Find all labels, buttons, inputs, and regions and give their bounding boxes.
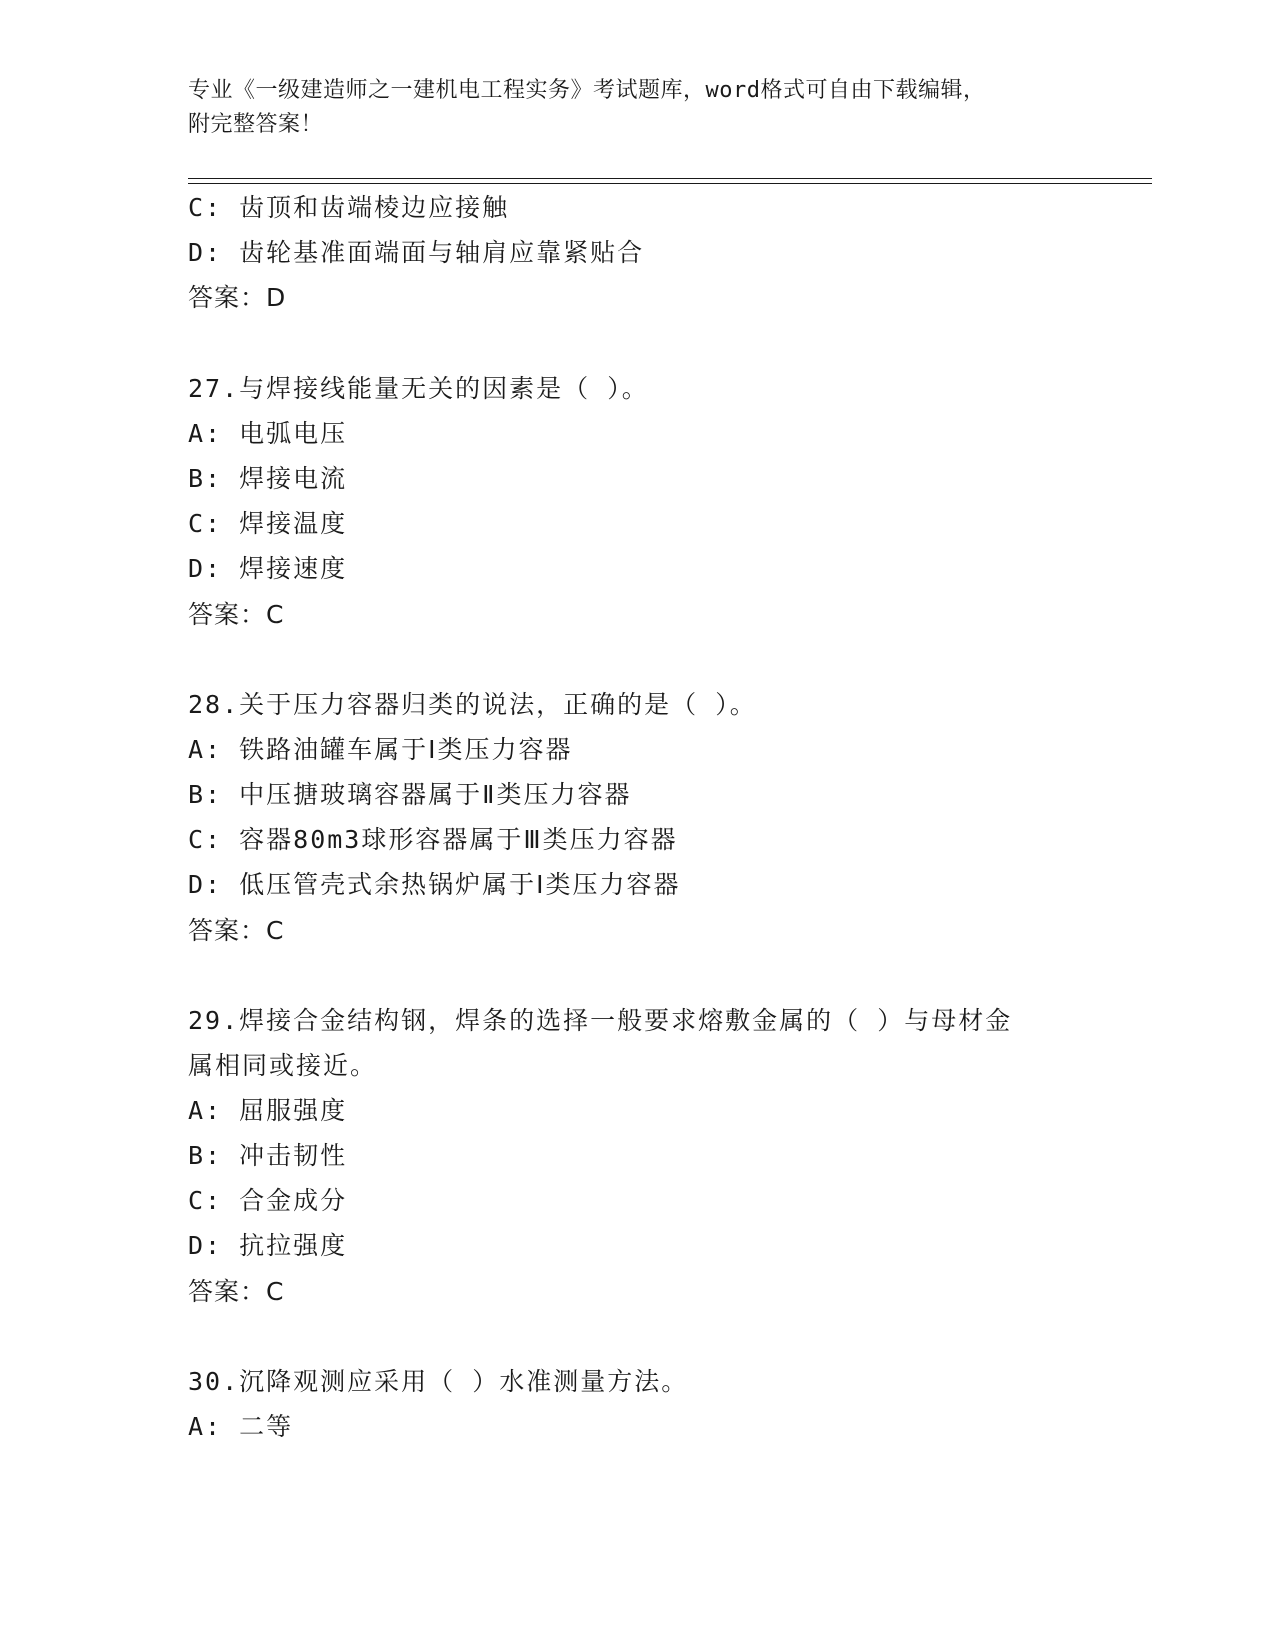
question-27-option-a: A: 电弧电压 (188, 419, 348, 448)
question-29-answer: 答案：C (188, 1277, 285, 1306)
header-line-2: 附完整答案！ (188, 112, 324, 137)
question-28: 28.关于压力容器归类的说法，正确的是（ ）。 (188, 690, 757, 719)
question-27-option-d: D: 焊接速度 (188, 554, 348, 583)
question-27-option-c: C: 焊接温度 (188, 509, 348, 538)
header-line-1: 专业《一级建造师之一建机电工程实务》考试题库，word格式可自由下载编辑， (188, 78, 986, 103)
question-29-option-d: D: 抗拉强度 (188, 1231, 348, 1260)
question-29-line-1: 29.焊接合金结构钢，焊条的选择一般要求熔敷金属的（ ）与母材金 (188, 1006, 1013, 1035)
question-27: 27.与焊接线能量无关的因素是（ ）。 (188, 374, 649, 403)
option-c: C: 齿顶和齿端棱边应接触 (188, 193, 510, 222)
header-divider-bottom (188, 183, 1152, 184)
question-30-option-a: A: 二等 (188, 1412, 294, 1441)
answer-text: 答案：D (188, 283, 287, 312)
option-d: D: 齿轮基准面端面与轴肩应靠紧贴合 (188, 238, 645, 267)
question-27-option-b: B: 焊接电流 (188, 464, 348, 493)
document-header (188, 74, 1088, 142)
question-29-option-c: C: 合金成分 (188, 1186, 348, 1215)
question-28-option-a: A: 铁路油罐车属于Ⅰ类压力容器 (188, 735, 573, 764)
question-29-option-a: A: 屈服强度 (188, 1096, 348, 1125)
question-30: 30.沉降观测应采用（ ）水准测量方法。 (188, 1367, 689, 1396)
question-29-option-b: B: 冲击韧性 (188, 1141, 348, 1170)
question-28-option-c: C: 容器80m3球形容器属于Ⅲ类压力容器 (188, 825, 678, 854)
header-divider-top (188, 178, 1152, 179)
question-29-line-2: 属相同或接近。 (188, 1051, 378, 1080)
question-28-option-b: B: 中压搪玻璃容器属于Ⅱ类压力容器 (188, 780, 632, 809)
question-28-answer: 答案：C (188, 916, 285, 945)
question-27-answer: 答案：C (188, 600, 285, 629)
question-28-option-d: D: 低压管壳式余热锅炉属于Ⅰ类压力容器 (188, 870, 681, 899)
